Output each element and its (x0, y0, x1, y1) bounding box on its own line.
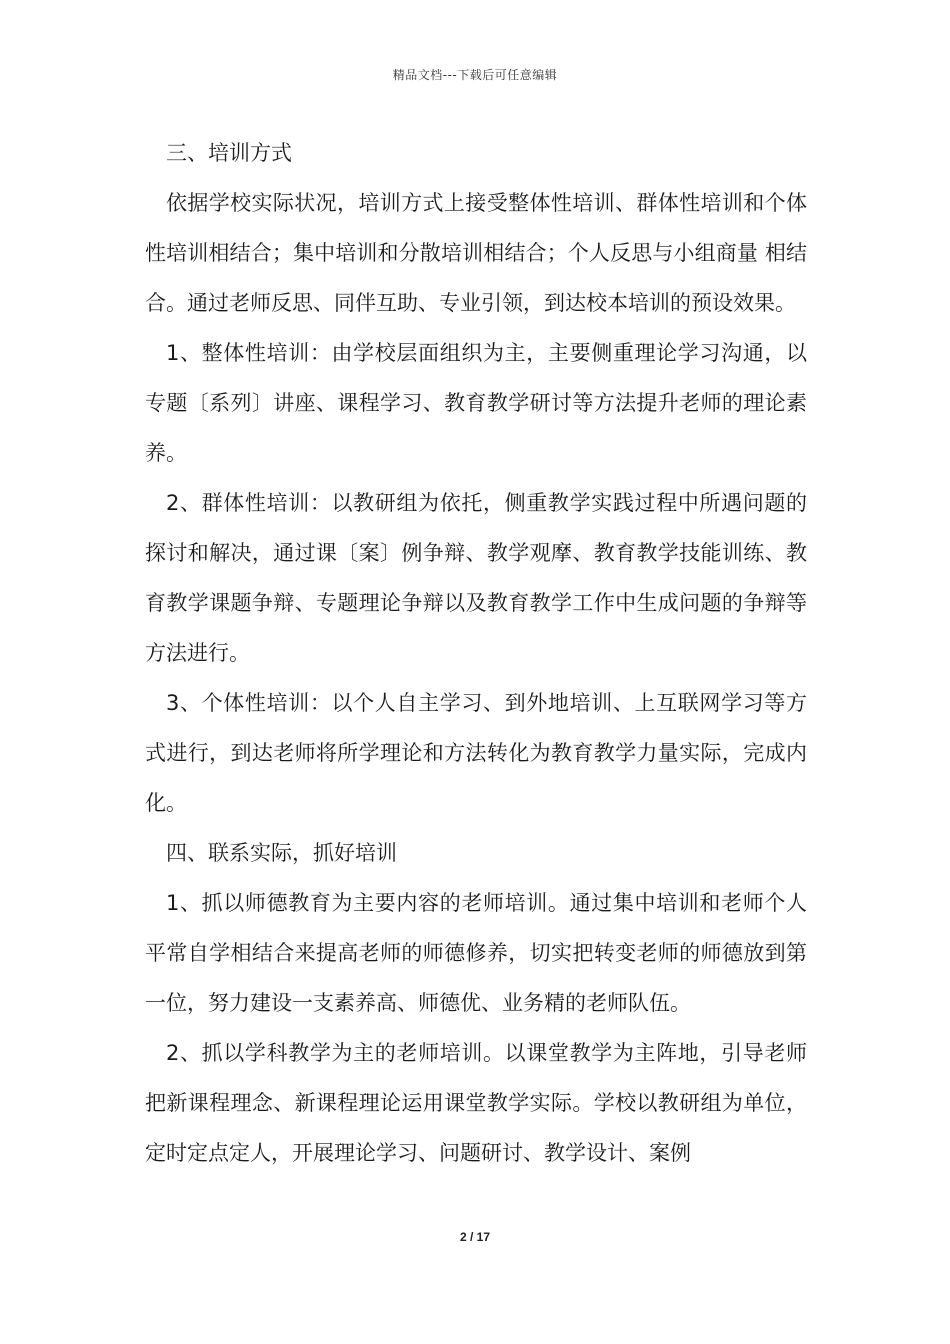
paragraph-individual-training: 3、个体性培训：以个人自主学习、到外地培训、上互联网学习等方式进行，到达老师将所学理论和方法转化为教育教学力量实际，完成内化。 (145, 691, 807, 815)
paragraph-group-training: 2、群体性培训：以教研组为依托，侧重教学实践过程中所遇问题的探讨和解决，通过课〔案〕例争辩、教学观摩、教育教学技能训练、教育教学课题争辩、专题理论争辩以及教育教学工作中生成问题的争辩等方法进行。 (145, 491, 807, 665)
paragraph-whole-training: 1、整体性培训：由学校层面组织为主，主要侧重理论学习沟通，以专题〔系列〕讲座、课程学习、教育教学研讨等方法提升老师的理论素养。 (145, 341, 807, 465)
section-heading-practice: 四、联系实际，抓好培训 (166, 841, 397, 865)
page-number: 2 / 17 (459, 1230, 491, 1244)
section-heading-training-method: 三、培训方式 (166, 141, 292, 165)
document-body (145, 128, 807, 1178)
paragraph-ethics-training: 1、抓以师德教育为主要内容的老师培训。通过集中培训和老师个人平常自学相结合来提高老师的师德修养，切实把转变老师的师德放到第一位，努力建设一支素养高、师德优、业务精的老师队伍。 (145, 891, 807, 1015)
paragraph-training-overview: 依据学校实际状况，培训方式上接受整体性培训、群体性培训和个体性培训相结合；集中培训和分散培训相结合；个人反思与小组商量 相结合。通过老师反思、同伴互助、专业引领，到达校本培训的预设效果。 (145, 191, 807, 315)
page-header: 精品文档---下载后可任意编辑 (392, 68, 558, 82)
paragraph-subject-training: 2、抓以学科教学为主的老师培训。以课堂教学为主阵地，引导老师把新课程理念、新课程理论运用课堂教学实际。学校以教研组为单位，定时定点定人，开展理论学习、问题研讨、教学设计、案例 (145, 1041, 807, 1165)
